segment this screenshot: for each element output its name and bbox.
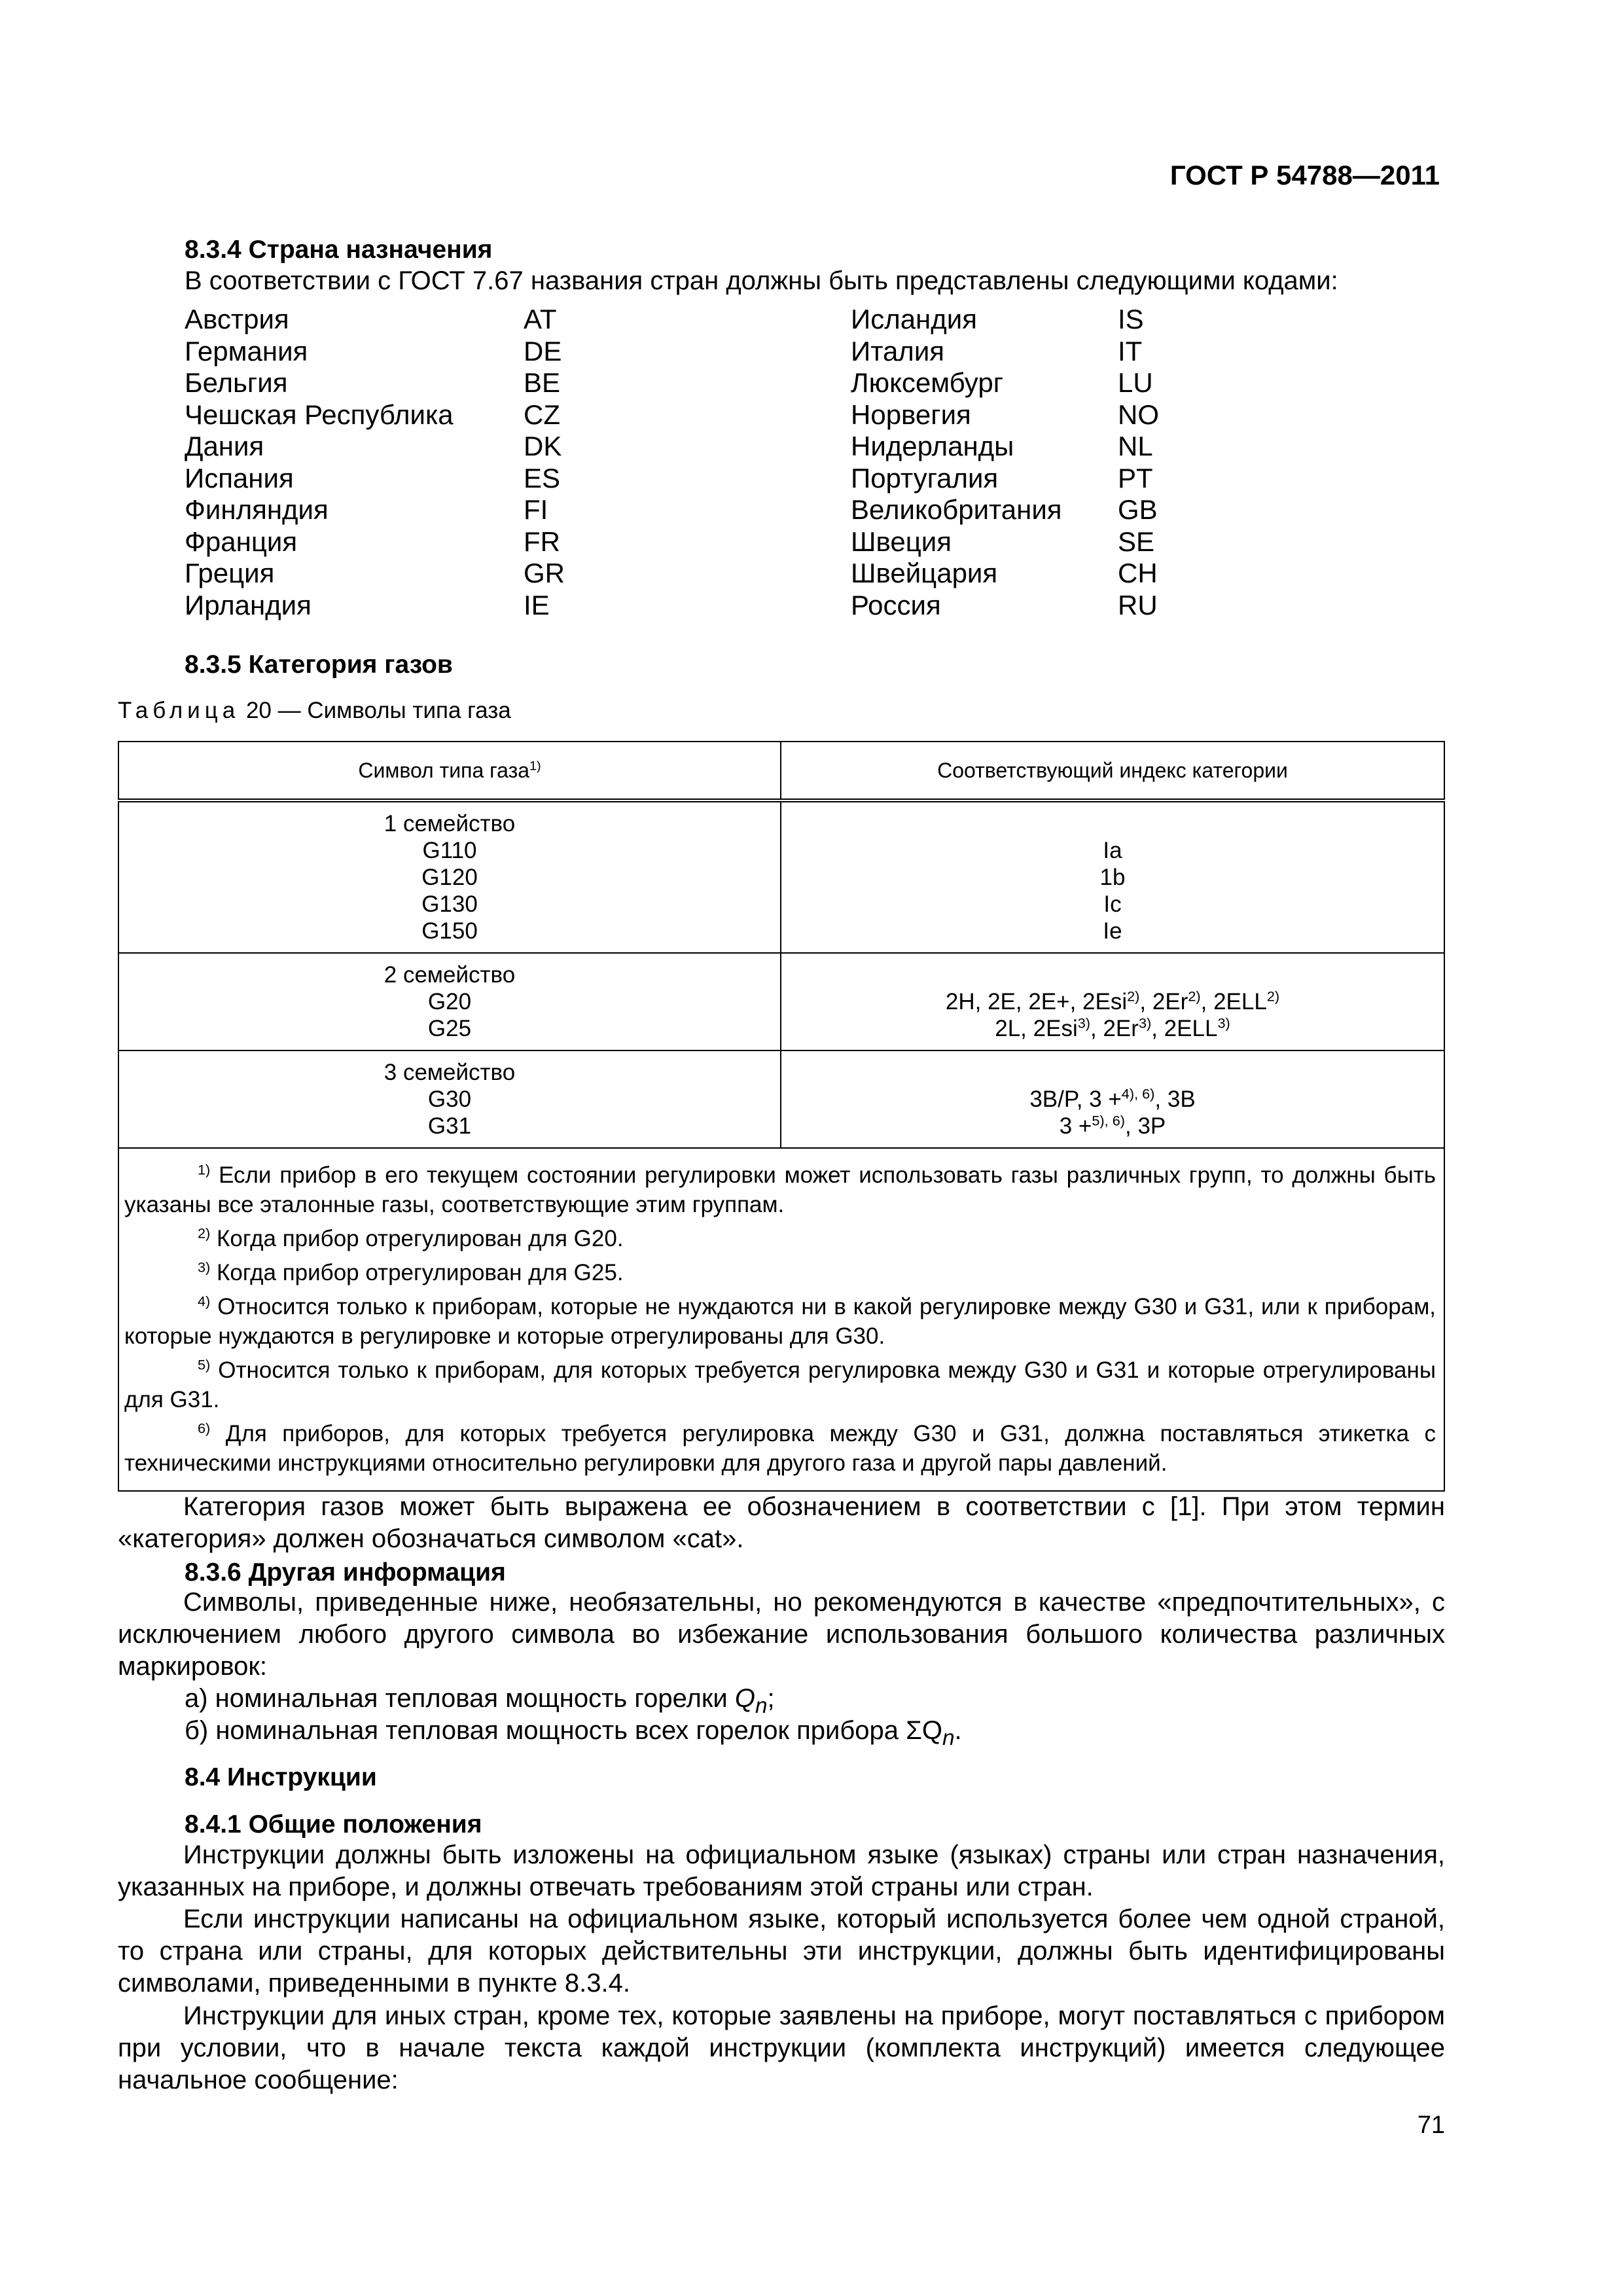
table-footnote: [124, 1258, 1436, 1287]
category-index: 3 +$^{5), 6)}$, 3P: [1059, 1112, 1166, 1139]
footnote-text: Когда прибор отрегулирован для G20.: [217, 1226, 624, 1251]
table-footnote: [124, 1224, 1436, 1253]
footnote-text: Когда прибор отрегулирован для G25.: [217, 1260, 624, 1285]
symbol-sum-q: ΣQ: [906, 1716, 942, 1745]
gas-family-name: 3 семейство: [383, 1060, 516, 1085]
country-code: AT: [524, 304, 557, 334]
table-footnote: [124, 1419, 1436, 1478]
symbol-subscript: n: [755, 1694, 768, 1718]
section-8-4-1-title: 8.4.1 Общие положения: [185, 1810, 482, 1839]
footnote-mark: 4): [198, 1293, 211, 1310]
footnote-mark: 3): [198, 1259, 211, 1276]
footnote-ref: 3): [1217, 1014, 1230, 1031]
country-name: Дания: [185, 431, 264, 461]
country-code: CZ: [524, 399, 560, 430]
country-code: CH: [1118, 558, 1158, 588]
footnote-ref: 3): [1138, 1014, 1152, 1031]
category-index-cell: [781, 953, 1444, 1050]
country-name: Нидерланды: [851, 431, 1014, 461]
country-name: Великобритания: [851, 494, 1062, 525]
table-footnotes: [118, 1148, 1444, 1491]
footnote-ref: 2): [1127, 988, 1140, 1005]
gas-symbol: G20: [427, 989, 472, 1014]
table-footnotes-row: [118, 1148, 1444, 1491]
symbol-q: Q: [734, 1684, 755, 1713]
list-item-a: а) номинальная тепловая мощность горелки $Q_n$;: [185, 1684, 775, 1718]
category-index: 2L, 2Esi$^{3)}$, 2Er$^{3)}$, 2ELL$^{3)}$: [995, 1014, 1230, 1041]
country-code: LU: [1118, 367, 1153, 398]
footnote-ref: 2): [1266, 988, 1280, 1005]
list-item-b-text: б) номинальная тепловая мощность всех горелок прибора: [185, 1716, 899, 1745]
gas-symbol: G130: [421, 891, 478, 917]
footnote-mark: 1): [198, 1161, 211, 1178]
country-name: Норвегия: [851, 399, 971, 430]
category-index-cell: [781, 1050, 1444, 1148]
country-code: NO: [1118, 399, 1159, 430]
gas-family-cell: [118, 1050, 781, 1148]
country-code: GB: [1118, 494, 1158, 525]
index-spacer: [781, 1059, 1444, 1086]
gas-family-cell: [118, 800, 781, 953]
country-name: Исландия: [851, 304, 977, 334]
country-code: DK: [524, 431, 562, 461]
gas-symbol: G31: [427, 1113, 472, 1139]
gas-family-name: 2 семейство: [383, 962, 516, 988]
table-footnote: [124, 1292, 1436, 1351]
table-row: [118, 953, 1444, 1050]
footnote-mark: 2): [198, 1225, 211, 1242]
table-header-row: [118, 742, 1444, 800]
footnote-ref: 5), 6): [1092, 1112, 1125, 1129]
category-index-cell: [781, 800, 1444, 953]
section-8-3-4-intro: В соответствии с ГОСТ 7.67 названия стран должны быть представлены следующими кодами:: [185, 266, 1338, 295]
footnote-text: Относится только к приборам, для которых требуется регулировка между G30 и G31 и которые отрегулированы для G31.: [124, 1357, 1436, 1412]
country-name: Швеция: [851, 526, 952, 557]
table-row: [118, 800, 1444, 953]
section-8-3-5-title: 8.3.5 Категория газов: [185, 651, 453, 679]
section-8-3-6-title: 8.3.6 Другая информация: [185, 1558, 506, 1587]
category-index: Ic: [1103, 891, 1122, 917]
country-name: Франция: [185, 526, 298, 557]
country-code: NL: [1118, 431, 1153, 461]
footnote-ref: 2): [1188, 988, 1201, 1005]
section-8-4-1-paragraph-1: Инструкции должны быть изложены на официальном языке (языках) страны или стран назначения, указанных на приборе, и должны отвечать требованиям этой страны или стран.: [118, 1840, 1445, 1901]
country-code: RU: [1118, 589, 1158, 620]
category-paragraph: Категория газов может быть выражена ее обозначением в соответствии с [1]. При этом термин «категория» должен обозначаться символом «cat».: [118, 1492, 1445, 1553]
country-code: IE: [524, 589, 550, 620]
country-code: PT: [1118, 462, 1153, 493]
gas-family-cell: [118, 953, 781, 1050]
list-item-a-text: а) номинальная тепловая мощность горелки: [185, 1684, 728, 1713]
section-8-4-1-paragraph-3: Инструкции для иных стран, кроме тех, которые заявлены на приборе, могут поставляться с прибором при условии, что в начале текста каждой инструкции (комплекта инструкций) имеется следующее начальное сообщение:: [118, 2001, 1445, 2094]
index-spacer: [781, 810, 1444, 837]
section-8-4-title: 8.4 Инструкции: [185, 1763, 377, 1791]
footnote-text: Для приборов, для которых требуется регулировка между G30 и G31, должна поставляться этикетка с техническими инструкциями относительно регулировки для другого газа и другой пары давлений.: [124, 1421, 1436, 1476]
index-spacer: [781, 961, 1444, 988]
country-name: Испания: [185, 462, 294, 493]
footnote-text: Относится только к приборам, которые не нуждаются ни в какой регулировке между G30 и G31, или к приборам, которые нуждаются в регулировке и которые отрегулированы для G30.: [124, 1294, 1436, 1349]
gas-symbol: G150: [421, 918, 478, 944]
gas-symbol: G120: [421, 865, 478, 890]
footnote-ref: 1): [529, 758, 541, 773]
footnote-mark: 5): [198, 1356, 211, 1373]
section-8-4-1-paragraph-2: Если инструкции написаны на официальном языке, который используется более чем одной страной, то страна или страны, для которых действительны эти инструкции, должны быть идентифицированы символами, приведенными в пункте 8.3.4.: [118, 1905, 1445, 1998]
country-name: Чешская Республика: [185, 399, 454, 430]
footnote-text: Если прибор в его текущем состоянии регулировки может использовать газы различных групп, то должны быть указаны все эталонные газы, соответствующие этим группам.: [124, 1162, 1436, 1217]
gas-type-table: [118, 741, 1445, 1492]
table-footnote: [124, 1160, 1436, 1219]
table-caption-word: Таблица: [118, 698, 240, 723]
table-footnote: [124, 1355, 1436, 1414]
gas-symbol: G110: [422, 838, 477, 863]
category-index: 1b: [1099, 865, 1126, 890]
section-8-3-6-text: Символы, приведенные ниже, необязательны, но рекомендуются в качестве «предпочтительных», с исключением любого другого символа во избежание использования большого количества различных маркировок:: [118, 1588, 1445, 1681]
header-category-index: Соответствующий индекс категории: [781, 742, 1444, 800]
footnote-mark: 6): [198, 1420, 211, 1437]
table-caption-text: 20 — Символы типа газа: [245, 698, 511, 723]
gas-symbol: G25: [427, 1016, 472, 1041]
country-name: Россия: [851, 589, 941, 620]
country-name: Швейцария: [851, 558, 998, 588]
table-caption: [118, 698, 511, 724]
country-name: Ирландия: [185, 589, 312, 620]
country-name: Греция: [185, 558, 275, 588]
category-index: 3B/P, 3 +$^{4), 6)}$, 3B: [1029, 1085, 1196, 1112]
category-index: Ia: [1103, 838, 1122, 863]
table-row: [118, 1050, 1444, 1148]
country-name: Финляндия: [185, 494, 329, 525]
country-code: BE: [524, 367, 561, 398]
footnote-ref: 3): [1077, 1014, 1091, 1031]
country-code: IT: [1118, 335, 1143, 367]
category-index: Ie: [1103, 918, 1122, 944]
gas-family-name: 1 семейство: [383, 811, 516, 836]
country-code: FI: [524, 494, 548, 525]
country-name: Италия: [851, 335, 945, 367]
country-name: Португалия: [851, 462, 999, 493]
country-name: Германия: [185, 335, 308, 367]
country-code: FR: [524, 526, 560, 557]
country-name: Австрия: [185, 304, 289, 334]
country-code: SE: [1118, 526, 1155, 557]
country-name: Люксембург: [851, 367, 1004, 398]
page-number: 71: [1417, 2111, 1445, 2139]
document-code: ГОСТ Р 54788—2011: [1169, 160, 1440, 190]
header-gas-symbol: Символ типа газа$^{1)}$: [118, 742, 781, 800]
country-code: ES: [524, 462, 561, 493]
country-code: IS: [1118, 304, 1144, 334]
section-8-3-4-title: 8.3.4 Страна назначения: [185, 236, 493, 264]
category-index: 2H, 2E, 2E+, 2Esi$^{2)}$, 2Er$^{2)}$, 2ELL$^{2)}$: [945, 988, 1280, 1014]
list-item-b: б) номинальная тепловая мощность всех горелок прибора $\Sigma Q_n$.: [185, 1716, 962, 1750]
country-code: DE: [524, 335, 562, 367]
country-name: Бельгия: [185, 367, 288, 398]
gas-symbol: G30: [427, 1086, 472, 1112]
footnote-ref: 4), 6): [1121, 1085, 1155, 1102]
symbol-subscript: n: [942, 1726, 955, 1750]
country-code: GR: [524, 558, 565, 588]
